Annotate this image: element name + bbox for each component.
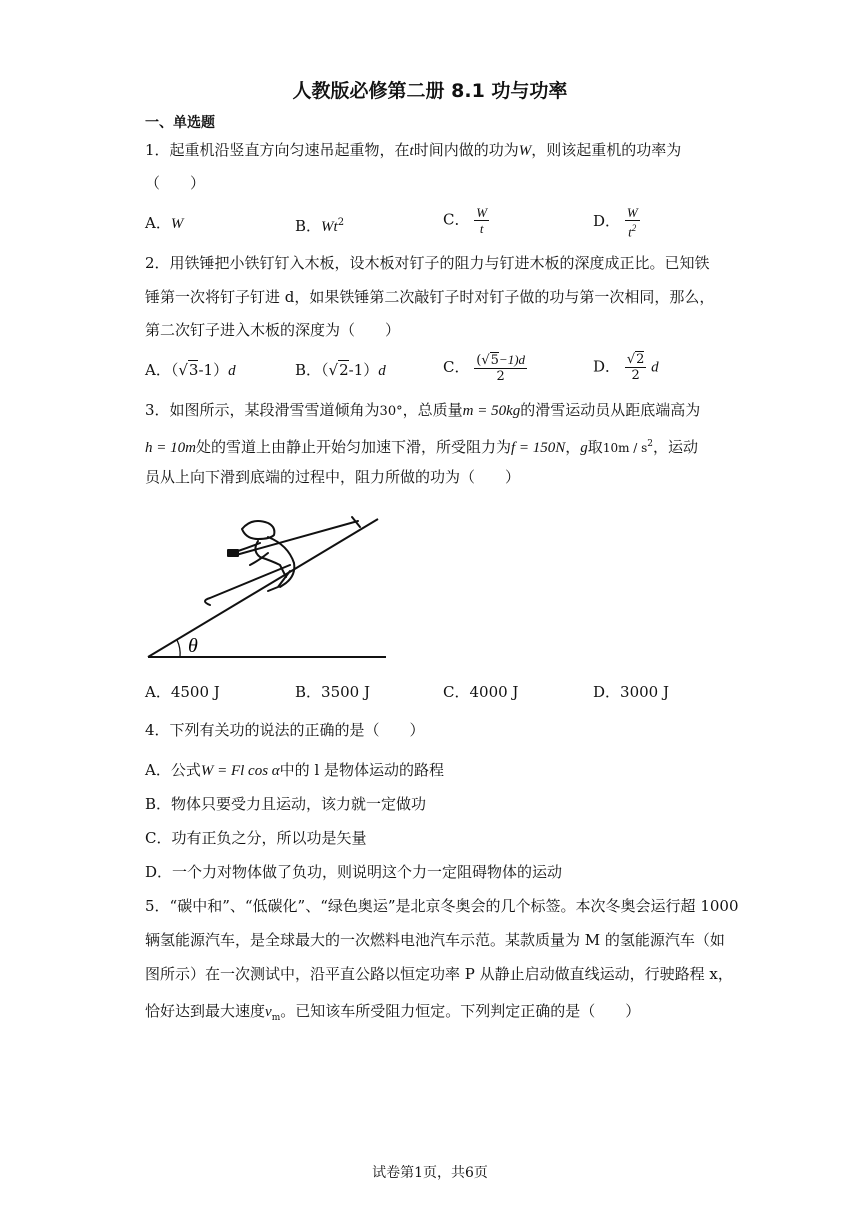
q2-option-d: D． $\frac{√2}{2}$ d (593, 352, 659, 383)
question-2-stem-line2: 锤第一次将钉子钉进 d，如果铁锤第二次敲钉子时对钉子做的功与第一次相同，那么， (145, 288, 715, 306)
question-2-stem-line3: 第二次钉子进入木板的深度为（ ） (145, 321, 401, 339)
q3-option-c: C．4000 J (443, 683, 519, 701)
question-2-stem-line1: 2．用铁锤把小铁钉钉入木板，设木板对钉子的阻力与钉进木板的深度成正比。已知铁 (145, 254, 710, 272)
q3-option-d: D．3000 J (593, 683, 669, 701)
q2-option-b: B．（√2-1）d (295, 361, 386, 379)
question-3-stem-line2: h = 10m处的雪道上由静止开始匀加速下滑，所受阻力为f = 150N，g取$10m / s^2$，运动 (145, 438, 699, 456)
q1-option-a: A．W (145, 214, 184, 232)
question-4-stem: 4．下列有关功的说法的正确的是（ ） (145, 721, 425, 739)
q1-option-d: D． $\frac{W}{t^2}$ (593, 205, 638, 240)
page-footer: 试卷第1页，共6页 (372, 1165, 488, 1181)
question-5-stem-line4: 恰好达到最大速度$v_m$。已知该车所受阻力恒定。下列判定正确的是（ ） (145, 1002, 641, 1023)
question-1-stem: 1．起重机沿竖直方向匀速吊起重物，在t时间内做的功为W，则该起重机的功率为 (145, 141, 682, 159)
q3-option-b: B．3500 J (295, 683, 370, 701)
skier-icon (205, 517, 360, 605)
skier-slope-figure (140, 505, 400, 665)
q4-option-c: C．功有正负之分，所以功是矢量 (145, 829, 367, 847)
q1-option-b: B．Wt$^2$ (295, 217, 345, 235)
section-heading: 一、单选题 (145, 115, 215, 131)
q2-option-a: A．（√3-1）d (145, 361, 236, 379)
q4-option-d: D．一个力对物体做了负功，则说明这个力一定阻碍物体的运动 (145, 863, 563, 881)
q4-option-b: B．物体只要受力且运动，该力就一定做功 (145, 795, 427, 813)
question-5-stem-line2: 辆氢能源汽车，是全球最大的一次燃料电池汽车示范。某款质量为 M 的氢能源汽车（如 (145, 931, 725, 949)
question-1-blank: （ ） (145, 174, 206, 192)
q4-option-a: A．公式W = Fl cos α中的 l 是物体运动的路程 (145, 761, 445, 779)
question-5-stem-line3: 图所示）在一次测试中，沿平直公路以恒定功率 P 从静止启动做直线运动，行驶路程 x， (145, 965, 733, 983)
q3-option-a: A．4500 J (145, 683, 220, 701)
question-3-stem-line3: 员从上向下滑到底端的过程中，阻力所做的功为（ ） (145, 468, 521, 486)
theta-label: θ (188, 635, 198, 657)
question-5-stem-line1: 5．“碳中和”、“低碳化”、“绿色奥运”是北京冬奥会的几个标签。本次冬奥会运行超 1000 (145, 897, 739, 915)
q1-option-c: C． $\frac{W}{t}$ (443, 205, 488, 236)
question-3-stem-line1: 3．如图所示，某段滑雪雪道倾角为30°，总质量m = 50kg的滑雪运动员从距底端高为 (145, 401, 701, 419)
q2-option-c: C． $\frac{(√5-1)d}{2}$ (443, 352, 526, 384)
page-title: 人教版必修第二册 8.1 功与功率 (292, 80, 568, 102)
